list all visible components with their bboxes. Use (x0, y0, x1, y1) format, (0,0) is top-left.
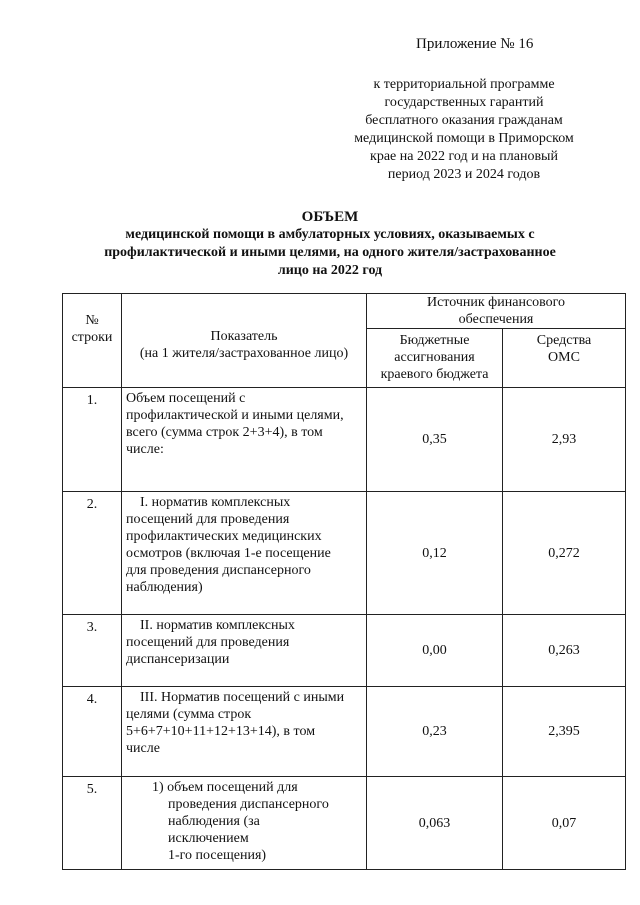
subtitle-line: бесплатного оказания гражданам (365, 113, 563, 128)
header-budget: Бюджетные ассигнования краевого бюджета (367, 329, 503, 388)
heading-line: лицо на 2022 год (277, 263, 383, 278)
row-budget-value: 0,23 (367, 687, 503, 777)
heading-line: профилактической и иными целями, на одного жителя/застрахованное (104, 245, 556, 260)
row-number: 5. (63, 777, 122, 870)
document-heading (40, 208, 620, 280)
row-oms-value: 0,07 (503, 777, 626, 870)
heading-title: ОБЪЕМ (301, 209, 359, 225)
table-row (63, 777, 626, 870)
row-number: 1. (63, 388, 122, 492)
header-row-number: № строки (63, 294, 122, 388)
subtitle-line: государственных гарантий (384, 95, 544, 110)
row-number: 3. (63, 615, 122, 687)
subtitle-line: период 2023 и 2024 годов (387, 167, 541, 182)
table-row (63, 388, 626, 492)
table-row (63, 615, 626, 687)
row-indicator: Объем посещений с профилактической и иными целями, всего (сумма строк 2+3+4), в том числе: (122, 388, 367, 492)
header-oms: Средства ОМС (503, 329, 626, 388)
subtitle-line: медицинской помощи в Приморском (354, 131, 574, 146)
row-oms-value: 0,263 (503, 615, 626, 687)
table-row (63, 492, 626, 615)
row-oms-value: 2,395 (503, 687, 626, 777)
row-budget-value: 0,12 (367, 492, 503, 615)
row-budget-value: 0,063 (367, 777, 503, 870)
row-oms-value: 0,272 (503, 492, 626, 615)
row-indicator: 1) объем посещений для проведения диспансерного наблюдения (за исключением 1-го посещения) (122, 777, 367, 870)
row-budget-value: 0,35 (367, 388, 503, 492)
row-oms-value: 2,93 (503, 388, 626, 492)
table-row (63, 687, 626, 777)
header-indicator: Показатель (на 1 жителя/застрахованное лицо) (122, 294, 367, 388)
subtitle-line: крае на 2022 год и на плановый (370, 149, 558, 164)
row-budget-value: 0,00 (367, 615, 503, 687)
row-indicator: II. норматив комплексных посещений для проведения диспансеризации (122, 615, 367, 687)
program-reference (336, 76, 592, 184)
heading-line: медицинской помощи в амбулаторных условиях, оказываемых с (125, 227, 535, 242)
row-indicator: I. норматив комплексных посещений для проведения профилактических медицинских осмотров (включая 1-е посещение для проведения диспансерного наблюдения) (122, 492, 367, 615)
volume-table (62, 293, 626, 870)
row-number: 4. (63, 687, 122, 777)
subtitle-line: к территориальной программе (373, 77, 555, 92)
header-funding-source: Источник финансового обеспечения (367, 294, 626, 329)
appendix-number: Приложение № 16 (416, 36, 534, 52)
row-number: 2. (63, 492, 122, 615)
row-indicator: III. Норматив посещений с иными целями (сумма строк 5+6+7+10+11+12+13+14), в том числе (122, 687, 367, 777)
